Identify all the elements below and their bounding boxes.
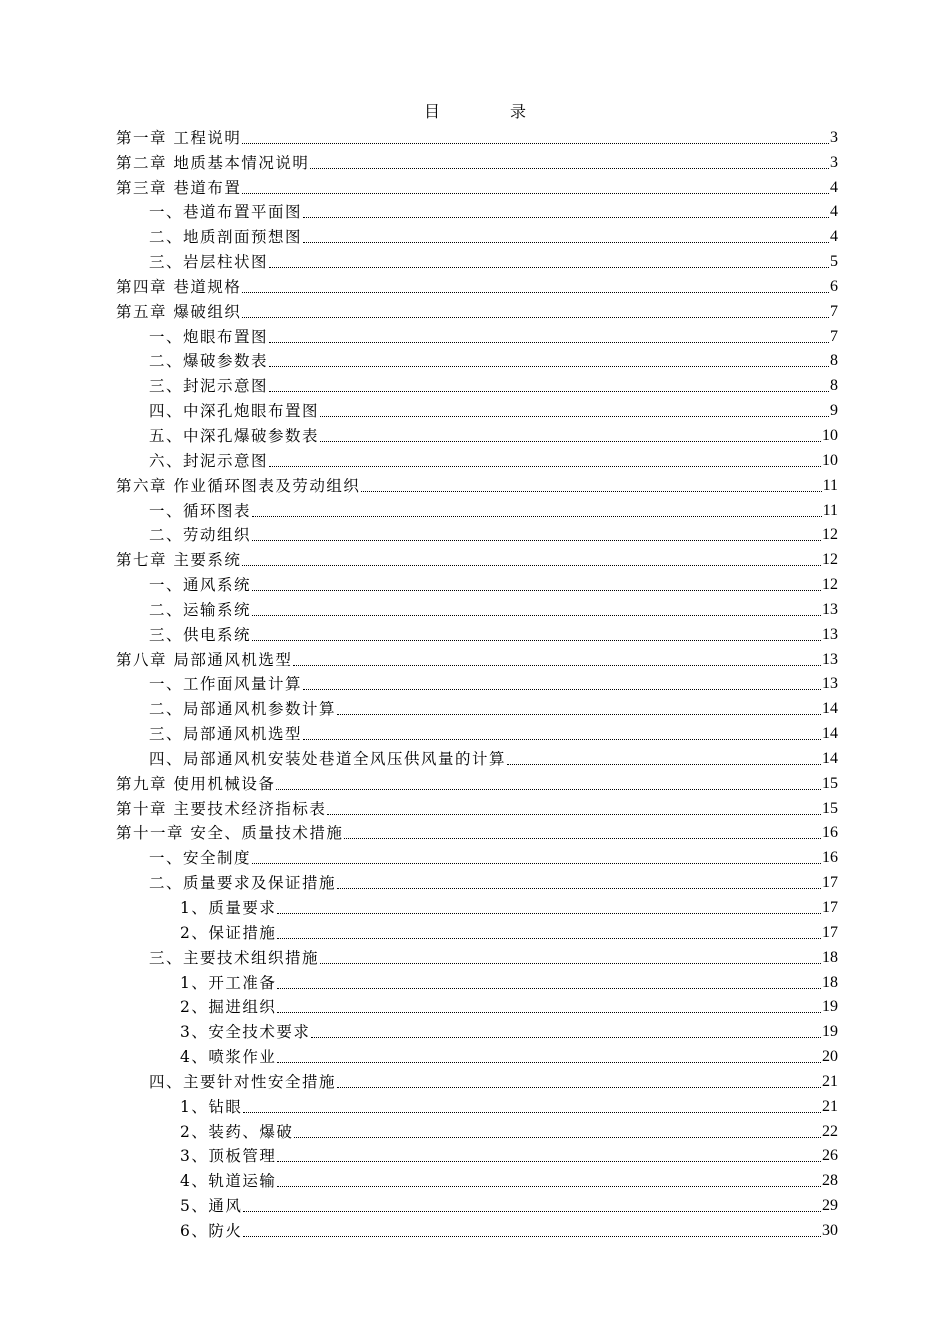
toc-entry-page-number: 4 <box>830 228 838 246</box>
toc-entry[interactable] <box>116 1217 838 1242</box>
toc-dot-leader <box>242 142 829 144</box>
toc-dot-leader <box>311 1036 821 1038</box>
toc-dot-leader <box>337 713 821 715</box>
toc-entry[interactable] <box>116 869 838 894</box>
toc-entry-label: 三、供电系统 <box>149 625 252 644</box>
toc-entry-label: 6、防火 <box>180 1221 243 1240</box>
toc-entry[interactable] <box>116 994 838 1019</box>
toc-entry-label: 4、轨道运输 <box>180 1172 277 1191</box>
toc-entry[interactable] <box>116 422 838 447</box>
toc-dot-leader <box>252 862 821 864</box>
toc-entry[interactable] <box>116 546 838 571</box>
toc-entry-page-number: 30 <box>822 1221 838 1239</box>
toc-entry-label: 一、通风系统 <box>149 576 252 595</box>
toc-entry-page-number: 28 <box>822 1172 838 1190</box>
toc-entry[interactable] <box>116 969 838 994</box>
toc-dot-leader <box>361 490 821 492</box>
toc-entry-label: 四、中深孔炮眼布置图 <box>149 402 320 421</box>
toc-entry-label: 二、劳动组织 <box>149 526 252 545</box>
toc-entry-label: 一、炮眼布置图 <box>149 327 269 346</box>
toc-entry-page-number: 13 <box>822 650 838 668</box>
toc-dot-leader <box>320 440 821 442</box>
toc-entry-label: 第八章 局部通风机选型 <box>116 650 293 669</box>
toc-entry-page-number: 22 <box>822 1122 838 1140</box>
toc-entry[interactable] <box>116 522 838 547</box>
toc-entry-label: 2、保证措施 <box>180 923 277 942</box>
toc-entry-label: 第九章 使用机械设备 <box>116 774 276 793</box>
toc-dot-leader <box>277 1011 821 1013</box>
toc-dot-leader <box>320 415 829 417</box>
toc-entry-label: 三、主要技术组织措施 <box>149 948 320 967</box>
toc-entry-label: 三、岩层柱状图 <box>149 253 269 272</box>
toc-entry[interactable] <box>116 323 838 348</box>
toc-dot-leader <box>303 216 829 218</box>
toc-entry[interactable] <box>116 646 838 671</box>
toc-dot-leader <box>269 465 821 467</box>
toc-dot-leader <box>303 688 821 690</box>
toc-dot-leader <box>337 887 821 889</box>
toc-dot-leader <box>276 788 821 790</box>
toc-entry-label: 5、通风 <box>180 1197 243 1216</box>
toc-entry-page-number: 13 <box>822 675 838 693</box>
toc-dot-leader <box>320 962 821 964</box>
toc-entry[interactable] <box>116 348 838 373</box>
toc-entry[interactable] <box>116 944 838 969</box>
toc-entry[interactable] <box>116 298 838 323</box>
toc-entry[interactable] <box>116 571 838 596</box>
toc-entry[interactable] <box>116 1118 838 1143</box>
toc-entry-label: 三、封泥示意图 <box>149 377 269 396</box>
toc-entry-label: 2、装药、爆破 <box>180 1122 294 1141</box>
toc-entry-label: 3、安全技术要求 <box>180 1023 311 1042</box>
toc-entry[interactable] <box>116 1068 838 1093</box>
toc-entry[interactable] <box>116 1093 838 1118</box>
toc-entry[interactable] <box>116 149 838 174</box>
toc-dot-leader <box>242 564 821 566</box>
toc-entry[interactable] <box>116 124 838 149</box>
toc-entry-page-number: 29 <box>822 1197 838 1215</box>
toc-entry[interactable] <box>116 397 838 422</box>
toc-dot-leader <box>242 192 829 194</box>
toc-entry-page-number: 16 <box>822 824 838 842</box>
toc-entry-label: 二、运输系统 <box>149 600 252 619</box>
toc-entry-label: 第十一章 安全、质量技术措施 <box>116 824 344 843</box>
toc-entry-label: 二、地质剖面预想图 <box>149 228 303 247</box>
toc-entry-label: 六、封泥示意图 <box>149 451 269 470</box>
toc-dot-leader <box>337 1086 821 1088</box>
toc-entry-label: 3、顶板管理 <box>180 1147 277 1166</box>
toc-dot-leader <box>294 1136 821 1138</box>
toc-entry-label: 四、主要针对性安全措施 <box>149 1072 337 1091</box>
toc-entry-page-number: 3 <box>830 128 838 146</box>
toc-dot-leader <box>243 1235 821 1237</box>
toc-title-left: 目 <box>423 102 440 121</box>
toc-entry[interactable] <box>116 1018 838 1043</box>
toc-entry[interactable] <box>116 248 838 273</box>
toc-entry-label: 第六章 作业循环图表及劳动组织 <box>116 476 361 495</box>
toc-entry[interactable] <box>116 174 838 199</box>
toc-entry-page-number: 3 <box>830 153 838 171</box>
toc-entry[interactable] <box>116 1143 838 1168</box>
toc-dot-leader <box>242 316 829 318</box>
toc-title-right: 录 <box>510 102 527 121</box>
toc-entry-label: 第二章 地质基本情况说明 <box>116 153 310 172</box>
toc-entry[interactable] <box>116 745 838 770</box>
toc-dot-leader <box>269 390 829 392</box>
toc-dot-leader <box>277 987 821 989</box>
toc-dot-leader <box>277 1185 821 1187</box>
toc-entry-page-number: 17 <box>822 899 838 916</box>
toc-entry-page-number: 13 <box>822 625 838 643</box>
toc-dot-leader <box>277 937 821 939</box>
toc-entry-page-number: 18 <box>822 973 838 991</box>
toc-entry-label: 一、巷道布置平面图 <box>149 203 303 222</box>
toc-entry[interactable] <box>116 844 838 869</box>
toc-dot-leader <box>252 515 822 517</box>
toc-entry[interactable] <box>116 894 838 919</box>
toc-entry[interactable] <box>116 671 838 696</box>
toc-entry-page-number: 9 <box>830 402 838 420</box>
toc-dot-leader <box>293 664 821 666</box>
toc-entry[interactable] <box>116 223 838 248</box>
toc-dot-leader <box>269 266 829 268</box>
toc-entry[interactable] <box>116 1192 838 1217</box>
toc-entry-label: 第十章 主要技术经济指标表 <box>116 799 327 818</box>
toc-entry-page-number: 17 <box>822 923 838 941</box>
toc-entry-page-number: 8 <box>830 352 838 370</box>
toc-entry[interactable] <box>116 695 838 720</box>
toc-dot-leader <box>277 1160 821 1162</box>
toc-entry-label: 2、掘进组织 <box>180 998 277 1017</box>
toc-entry-page-number: 8 <box>830 377 838 395</box>
toc-dot-leader <box>243 1111 821 1113</box>
toc-dot-leader <box>252 589 821 591</box>
toc-entry-label: 第三章 巷道布置 <box>116 178 242 197</box>
toc-dot-leader <box>303 738 821 740</box>
toc-entry[interactable] <box>116 372 838 397</box>
toc-entry-page-number: 11 <box>822 501 838 519</box>
toc-entry-page-number: 12 <box>822 576 838 594</box>
toc-dot-leader <box>303 241 829 243</box>
toc-entry-page-number: 7 <box>830 327 838 345</box>
toc-entry-page-number: 5 <box>830 253 838 271</box>
toc-entry[interactable] <box>116 621 838 646</box>
toc-dot-leader <box>310 167 829 169</box>
toc-title <box>0 99 950 122</box>
toc-entry-label: 二、爆破参数表 <box>149 352 269 371</box>
toc-entry[interactable] <box>116 770 838 795</box>
toc-entry-page-number: 21 <box>822 1072 838 1090</box>
toc-dot-leader <box>252 614 821 616</box>
toc-entry-page-number: 26 <box>822 1147 838 1165</box>
toc-entry-page-number: 4 <box>830 178 838 196</box>
toc-dot-leader <box>277 912 821 914</box>
toc-entry-page-number: 19 <box>822 998 838 1016</box>
toc-entry[interactable] <box>116 919 838 944</box>
toc-entry-label: 1、钻眼 <box>180 1097 243 1116</box>
toc-entry-label: 一、工作面风量计算 <box>149 675 303 694</box>
toc-entry-page-number: 15 <box>822 774 838 792</box>
toc-entry-label: 一、循环图表 <box>149 501 252 520</box>
toc-entry-label: 四、局部通风机安装处巷道全风压供风量的计算 <box>149 749 507 768</box>
toc-entry-page-number: 4 <box>830 203 838 221</box>
toc-entry[interactable] <box>116 472 838 497</box>
toc-entry-label: 二、质量要求及保证措施 <box>149 874 337 893</box>
toc-entry-page-number: 19 <box>822 1023 838 1041</box>
toc-entry-page-number: 20 <box>822 1048 838 1066</box>
toc-entry-label: 1、开工准备 <box>180 973 277 992</box>
toc-entry-label: 第七章 主要系统 <box>116 551 242 570</box>
toc-dot-leader <box>269 365 829 367</box>
toc-entry-page-number: 18 <box>822 948 838 966</box>
toc-entry-page-number: 10 <box>822 451 838 469</box>
toc-entry[interactable] <box>116 497 838 522</box>
toc-entry-page-number: 11 <box>822 476 838 494</box>
toc-entry-label: 4、喷浆作业 <box>180 1048 277 1067</box>
toc-entry[interactable] <box>116 199 838 224</box>
toc-entry-page-number: 16 <box>822 849 838 867</box>
toc-entry-page-number: 21 <box>822 1097 838 1115</box>
toc-entry-label: 第一章 工程说明 <box>116 128 242 147</box>
toc-entry-page-number: 14 <box>822 749 838 767</box>
toc-dot-leader <box>327 813 821 815</box>
toc-entry[interactable] <box>116 596 838 621</box>
toc-entry-label: 三、局部通风机选型 <box>149 725 303 744</box>
toc-dot-leader <box>507 763 821 765</box>
toc-dot-leader <box>252 539 821 541</box>
toc-dot-leader <box>277 1061 821 1063</box>
toc-entry[interactable] <box>116 795 838 820</box>
toc-dot-leader <box>243 1210 821 1212</box>
toc-entry-page-number: 12 <box>822 526 838 544</box>
toc-dot-leader <box>242 291 829 293</box>
toc-entry[interactable] <box>116 1167 838 1192</box>
toc-entry-page-number: 15 <box>822 799 838 817</box>
toc-entry[interactable] <box>116 447 838 472</box>
toc-entry-label: 第四章 巷道规格 <box>116 277 242 296</box>
toc-entry-label: 第五章 爆破组织 <box>116 302 242 321</box>
toc-entry-page-number: 12 <box>822 551 838 569</box>
toc-entry[interactable] <box>116 820 838 845</box>
toc-entry-label: 二、局部通风机参数计算 <box>149 700 337 719</box>
toc-entry-page-number: 7 <box>830 302 838 320</box>
toc-dot-leader <box>344 837 821 839</box>
toc-dot-leader <box>269 341 829 343</box>
toc-entry-page-number: 10 <box>822 426 838 444</box>
toc-dot-leader <box>252 639 821 641</box>
toc-entry-label: 1、质量要求 <box>180 899 277 917</box>
table-of-contents <box>116 124 838 1242</box>
toc-entry[interactable] <box>116 273 838 298</box>
toc-entry-page-number: 13 <box>822 600 838 618</box>
toc-entry-page-number: 14 <box>822 725 838 743</box>
toc-entry[interactable] <box>116 1043 838 1068</box>
toc-entry-label: 一、安全制度 <box>149 849 252 868</box>
toc-entry[interactable] <box>116 720 838 745</box>
toc-entry-label: 五、中深孔爆破参数表 <box>149 426 320 445</box>
toc-entry-page-number: 17 <box>822 874 838 892</box>
toc-entry-page-number: 6 <box>830 277 838 295</box>
toc-entry-page-number: 14 <box>822 700 838 718</box>
